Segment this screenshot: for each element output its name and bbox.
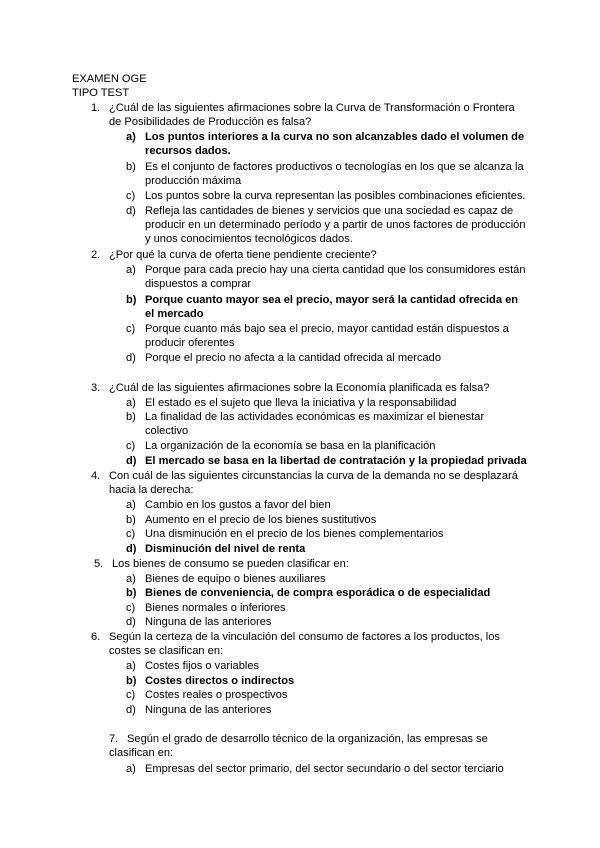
question-text: clasifican en: [109,747,174,759]
option-letter: d) [126,616,136,628]
exam-title: EXAMEN OGE [72,73,147,85]
option-text-correct: El mercado se basa en la libertad de contratación y la propiedad privada [145,455,527,467]
option-letter: d) [126,543,137,555]
question-number: 5. [94,558,104,570]
question-text: ¿Cuál de las siguientes afirmaciones sobre la Curva de Transformación o Frontera [109,102,515,114]
option-text-correct: Costes directos o indirectos [145,675,295,687]
option-text-correct: Disminución del nivel de renta [145,543,306,555]
question-text: Según la certeza de la vinculación del consumo de factores a los productos, los [109,631,500,643]
option-text: Porque para cada precio hay una cierta cantidad que los consumidores están [145,264,526,276]
question-text: Con cuál de las siguientes circunstancias la curva de la demanda no se desplazará [109,470,518,482]
question-number: 6. [91,631,101,643]
option-text: Costes reales o prospectivos [145,689,288,701]
question-number: 3. [91,382,101,394]
option-letter: a) [126,131,136,143]
option-text: dispuestos a comprar [145,278,252,290]
option-letter: b) [126,587,137,599]
option-letter: c) [126,440,136,452]
option-text: Los puntos sobre la curva representan las posibles combinaciones eficientes. [145,190,526,202]
option-text: Refleja las cantidades de bienes y servicios que una sociedad es capaz de [145,205,514,217]
option-text: Bienes normales o inferiores [145,602,286,614]
option-text: La finalidad de las actividades económicas es maximizar el bienestar [145,411,485,423]
question-number: 2. [91,249,101,261]
option-letter: a) [126,499,136,511]
option-letter: b) [126,161,136,173]
option-letter: a) [126,763,136,775]
option-letter: a) [126,660,136,672]
question-number: 1. [91,102,101,114]
option-letter: a) [126,573,136,585]
exam-subtitle: TIPO TEST [72,87,130,99]
question-text: costes se clasifican en: [109,645,224,657]
option-letter: d) [126,455,137,467]
question-text: Los bienes de consumo se pueden clasificar en: [112,558,349,570]
option-text-correct: recursos dados. [145,145,231,157]
option-text: colectivo [145,425,189,437]
option-letter: d) [126,205,136,217]
option-letter: b) [126,411,136,423]
option-text: Porque cuanto más bajo sea el precio, mayor cantidad están dispuestos a [145,323,509,335]
option-letter: d) [126,704,136,716]
question-text: ¿Cuál de las siguientes afirmaciones sobre la Economía planificada es falsa? [109,382,490,394]
question-number: 4. [91,470,101,482]
option-letter: c) [126,190,136,202]
option-letter: c) [126,323,136,335]
option-text: Cambio en los gustos a favor del bien [145,499,331,511]
option-letter: a) [126,264,136,276]
question-number: 7. [109,733,119,745]
option-letter: b) [126,294,137,306]
option-text: producción máxima [145,175,242,187]
option-letter: d) [126,352,136,364]
option-letter: c) [126,689,136,701]
option-text: producir oferentes [145,337,235,349]
option-letter: c) [126,602,136,614]
option-text: Es el conjunto de factores productivos o tecnologías en los que se alcanza la [145,161,524,173]
option-text-correct: Los puntos interiores a la curva no son alcanzables dado el volumen de [145,131,525,143]
option-text: Ninguna de las anteriores [145,704,272,716]
question-text: hacia la derecha: [109,484,194,496]
option-letter: b) [126,675,137,687]
question-text: Según el grado de desarrollo técnico de la organización, las empresas se [127,733,488,745]
option-text: Bienes de equipo o bienes auxiliares [145,573,326,585]
option-text: Aumento en el precio de los bienes sustitutivos [145,514,377,526]
option-letter: a) [126,397,136,409]
option-text: Una disminución en el precio de los bienes complementarios [145,528,444,540]
option-text: El estado es el sujeto que lleva la iniciativa y la responsabilidad [145,397,457,409]
option-text: Empresas del sector primario, del sector secundario o del sector terciario [145,763,504,775]
option-text-correct: Bienes de conveniencia, de compra esporádica o de especialidad [145,587,491,599]
option-letter: c) [126,528,136,540]
question-text: ¿Por qué la curva de oferta tiene pendiente creciente? [109,249,377,261]
option-text: La organización de la economía se basa en la planificación [145,440,436,452]
option-text: Porque el precio no afecta a la cantidad ofrecida al mercado [145,352,442,364]
option-text-correct: el mercado [145,308,204,320]
option-text: Costes fijos o variables [145,660,260,672]
option-text: y unos conocimientos tecnológicos dados. [145,233,353,245]
option-text: Ninguna de las anteriores [145,616,272,628]
option-text: producir en un determinado período y a partir de unos factores de producción [145,219,526,231]
option-letter: b) [126,514,136,526]
question-text: de Posibilidades de Producción es falsa? [109,116,312,128]
option-text-correct: Porque cuanto mayor sea el precio, mayor será la cantidad ofrecida en [145,294,519,306]
